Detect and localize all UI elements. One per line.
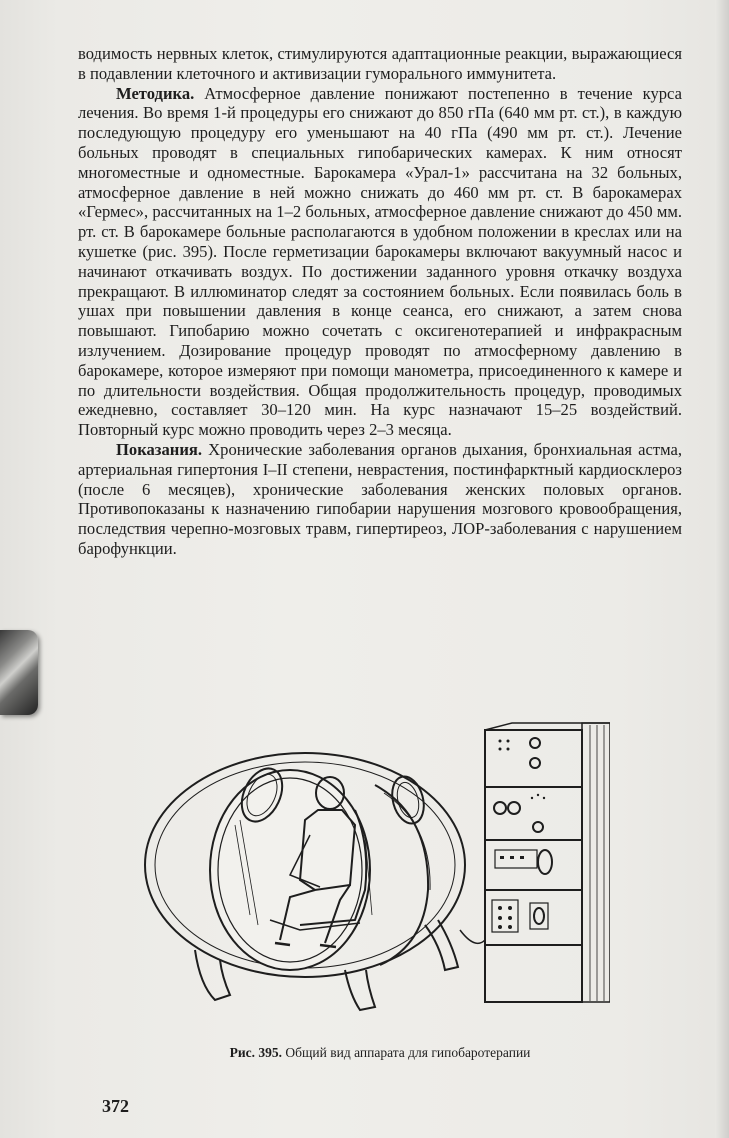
- binder-clip: [0, 630, 38, 715]
- console-dial-1: [538, 850, 552, 874]
- console-gauge-1: [494, 802, 506, 814]
- indications-heading: Показания.: [116, 439, 203, 459]
- figure-caption-text: Общий вид аппарата для гипобаротерапии: [282, 1045, 531, 1060]
- console-gauge-2: [508, 802, 520, 814]
- figure-label: Рис. 395.: [229, 1045, 283, 1060]
- control-console: [485, 730, 582, 1002]
- body-text: [78, 44, 682, 559]
- porthole-right: [387, 773, 428, 827]
- chamber-hatch: [375, 785, 428, 965]
- page-number: 372: [102, 1096, 129, 1116]
- indications-body: Хронические заболевания органов дыхания, бронхиальная астма, артериальная гипертония I–II степени, неврастения, постинфарктный кардиосклероз (после 6 месяцев), хронические заболевания женских половых органов. Противопоказаны к назначению гипобарии нарушения мозгового кровообращения, последствия черепно-мозговых травм, гипертиреоз, ЛОР-заболевания с нарушением барофункции.: [78, 439, 682, 558]
- page-edge-shadow: [715, 0, 729, 1138]
- paragraph-intro: водимость нервных клеток, стимулируются адаптационные реакции, выражающиеся в подавлении клеточного и активизации гуморального иммунитета.: [78, 44, 682, 83]
- paragraph-indications: [78, 440, 682, 559]
- chamber-foot-middle: [345, 970, 375, 1010]
- connecting-hose: [460, 930, 485, 943]
- methodology-body: Атмосферное давление понижают постепенно в течение курса лечения. Во время 1-й процедуры его снижают до 850 гПа (640 мм рт. ст.), в каждую последующую процедуру его уменьшают на 40 гПа (490 мм рт. ст.). Лечение больных проводят в специальных гипобарических камерах. К ним относят многоместные и одноместные. Барокамера «Урал-1» рассчитана на 32 больных, атмосферное давление в ней можно снижать до 460 мм рт. ст. В барокамерах «Гермес», рассчитанных на 1–2 больных, атмосферное давление снижают до 450 мм. рт. ст. В барокамере больные располагаются в удобном положении в креслах или на кушетке (рис. 395). После герметизации барокамеры включают вакуумный насос и начинают откачивать воздух. По достижении заданного уровня откачку воздуха прекращают. В иллюминатор следят за состоянием больных. Если появилась боль в ушах при повышении давления в конце сеанса, его снижают, а затем снова повышают. Гипобарию можно сочетать с оксигенотерапией и инфракрасным излучением. Дозирование процедур проводят по атмосферному давлению в барокамере, которое измеряют при помощи манометра, присоединенного к камере и по длительности воздействия. Общая продолжительность процедур, проводимых ежедневно, составляет 30–120 мин. На курс назначают 15–25 воздействий. Повторный курс можно проводить через 2–3 месяца.: [78, 83, 682, 440]
- console-dial-2: [534, 908, 544, 924]
- chamber-foot-right: [425, 920, 458, 970]
- console-button-panel: [492, 900, 518, 932]
- methodology-heading: Методика.: [116, 83, 195, 103]
- figure-caption: [78, 1045, 682, 1061]
- hypobaric-chamber-illustration: [140, 715, 610, 1025]
- chamber-opening: [210, 770, 370, 970]
- paragraph-methodology: [78, 84, 682, 440]
